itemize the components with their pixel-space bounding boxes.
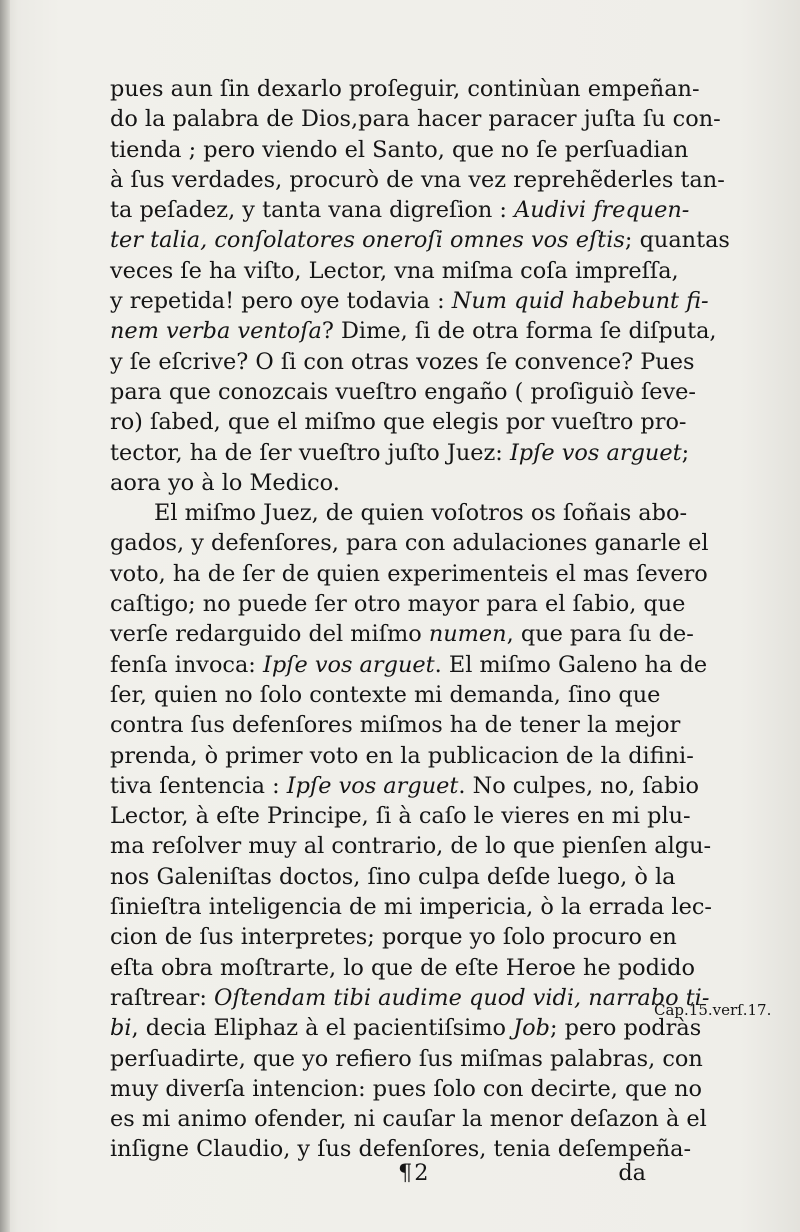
text-line — [110, 135, 689, 165]
text-run: à ſus verdades, procurò de vna vez reprehẽderles tan- — [110, 166, 725, 193]
italic-quote: Audivi frequen- — [514, 197, 690, 224]
italic-quote: Num quid habebunt fi- — [451, 288, 709, 315]
text-run: ta peſadez, y tanta vana digreſion : — [110, 197, 515, 224]
text-run: tector, ha de ſer vueſtro juſto Juez: — [110, 439, 510, 466]
text-run: eſta obra moſtrarte, lo que de eſte Heroe he podido — [110, 954, 695, 981]
text-line — [110, 741, 694, 771]
text-line — [110, 104, 721, 134]
text-run: , que para ſu de- — [506, 621, 694, 648]
text-run: tiva ſentencia : — [110, 772, 287, 799]
text-line — [110, 347, 695, 377]
text-run: ſer, quien no ſolo contexte mi demanda, ſino que — [110, 681, 661, 708]
signature-mark: ¶2 — [398, 1160, 431, 1186]
italic-quote: numen — [428, 621, 507, 648]
text-run: y repetida! pero oye todavia : — [110, 288, 452, 315]
text-run: ? Dime, ſi de otra forma ſe diſputa, — [321, 318, 717, 345]
text-line — [110, 407, 687, 437]
catchword: da — [618, 1160, 646, 1186]
text-run: perſuadirte, que yo refiero ſus miſmas palabras, con — [110, 1045, 703, 1072]
italic-quote: bi — [110, 1015, 132, 1042]
text-run: para que conozcais vueſtro engaño ( proſiguiò ſeve- — [110, 378, 696, 405]
text-run: voto, ha de ſer de quien experimenteis el mas ſevero — [110, 560, 708, 587]
text-run: tienda ; pero viendo el Santo, que no ſe perſuadian — [110, 136, 689, 163]
page-footer — [110, 1160, 646, 1190]
text-line — [110, 438, 690, 468]
italic-quote: Ipſe vos arguet — [262, 651, 435, 678]
text-line — [110, 1074, 702, 1104]
text-run: Lector, à eſte Principe, ſi à caſo le vieres en mi plu- — [110, 803, 691, 830]
text-line — [110, 225, 730, 255]
text-line — [110, 892, 712, 922]
text-line — [110, 983, 710, 1013]
text-line — [110, 619, 694, 649]
text-line — [110, 1104, 707, 1134]
text-run: raſtrear: — [110, 984, 215, 1011]
text-line — [110, 286, 709, 316]
text-run: ; pero podràs — [549, 1015, 702, 1042]
italic-quote: ter talia, conſolatores oneroſi omnes vos eſtis — [110, 227, 625, 254]
italic-quote: Ipſe vos arguet — [286, 772, 459, 799]
text-line — [110, 528, 709, 558]
text-run: aora yo à lo Medico. — [110, 469, 340, 496]
text-line — [110, 195, 690, 225]
text-run: inſigne Claudio, y ſus defenſores, tenia deſempeña- — [110, 1136, 692, 1163]
text-line — [110, 953, 695, 983]
text-run: muy diverſa intencion: pues ſolo con decirte, que no — [110, 1075, 702, 1102]
text-line — [110, 498, 688, 528]
text-line — [110, 862, 676, 892]
text-line — [110, 831, 712, 861]
text-run: do la palabra de Dios,para hacer paracer juſta ſu con- — [110, 106, 721, 133]
text-run: . El miſmo Galeno ha de — [434, 651, 708, 678]
italic-quote: Oſtendam tibi audime quod vidi, narrabo ti- — [214, 984, 710, 1011]
margin-note: Cap.15.verſ.17. — [654, 1001, 772, 1019]
text-run: fenſa invoca: — [110, 651, 263, 678]
text-run: prenda, ò primer voto en la publicacion de la difini- — [110, 742, 694, 769]
text-line — [110, 74, 700, 104]
italic-quote: nem verba ventoſa — [110, 318, 322, 345]
text-run: caſtigo; no puede ſer otro mayor para el ſabio, que — [110, 591, 686, 618]
text-run: gados, y defenſores, para con adulaciones ganarle el — [110, 530, 709, 557]
text-line — [110, 1044, 703, 1074]
text-run: El miſmo Juez, de quien voſotros os ſoñais abo- — [154, 500, 688, 527]
text-line — [110, 468, 646, 498]
text-run: ro) ſabed, que el miſmo que elegis por vueſtro pro- — [110, 409, 687, 436]
text-run: cion de ſus interpretes; porque yo ſolo procuro en — [110, 924, 677, 951]
text-run: , decia Eliphaz à el pacientiſsimo — [131, 1015, 514, 1042]
text-run: verſe redarguido del miſmo — [110, 621, 429, 648]
text-line — [110, 801, 691, 831]
text-run: ; quantas — [624, 227, 730, 254]
text-run: ; — [681, 439, 690, 466]
text-line — [110, 589, 686, 619]
text-run: . No culpes, no, ſabio — [458, 772, 699, 799]
text-line — [110, 165, 725, 195]
text-line — [110, 256, 679, 286]
text-line — [110, 316, 717, 346]
text-run: ma reſolver muy al contrario, de lo que pienſen algu- — [110, 833, 712, 860]
text-run: nos Galeniſtas doctos, ſino culpa deſde luego, ò la — [110, 863, 676, 890]
text-line — [110, 377, 696, 407]
text-run: contra ſus defenſores miſmos ha de tener la mejor — [110, 712, 681, 739]
text-run: ſinieſtra inteligencia de mi impericia, ò la errada lec- — [110, 894, 712, 921]
text-run: es mi animo ofender, ni cauſar la menor deſazon à el — [110, 1106, 707, 1133]
text-line — [110, 680, 661, 710]
italic-quote: Ipſe vos arguet — [509, 439, 682, 466]
text-line — [110, 771, 699, 801]
text-line — [110, 710, 681, 740]
text-line — [110, 650, 708, 680]
italic-quote: Job — [513, 1015, 550, 1042]
text-run: pues aun ſin dexarlo proſeguir, continùan empeñan- — [110, 76, 700, 102]
text-line — [110, 559, 708, 589]
text-run: veces ſe ha viſto, Lector, vna miſma coſa impreſſa, — [110, 257, 679, 284]
text-line — [110, 1013, 702, 1043]
page-fold-shadow — [0, 0, 10, 1232]
text-line — [110, 922, 677, 952]
text-run: y ſe eſcrive? O ſi con otras vozes ſe convence? Pues — [110, 348, 695, 375]
